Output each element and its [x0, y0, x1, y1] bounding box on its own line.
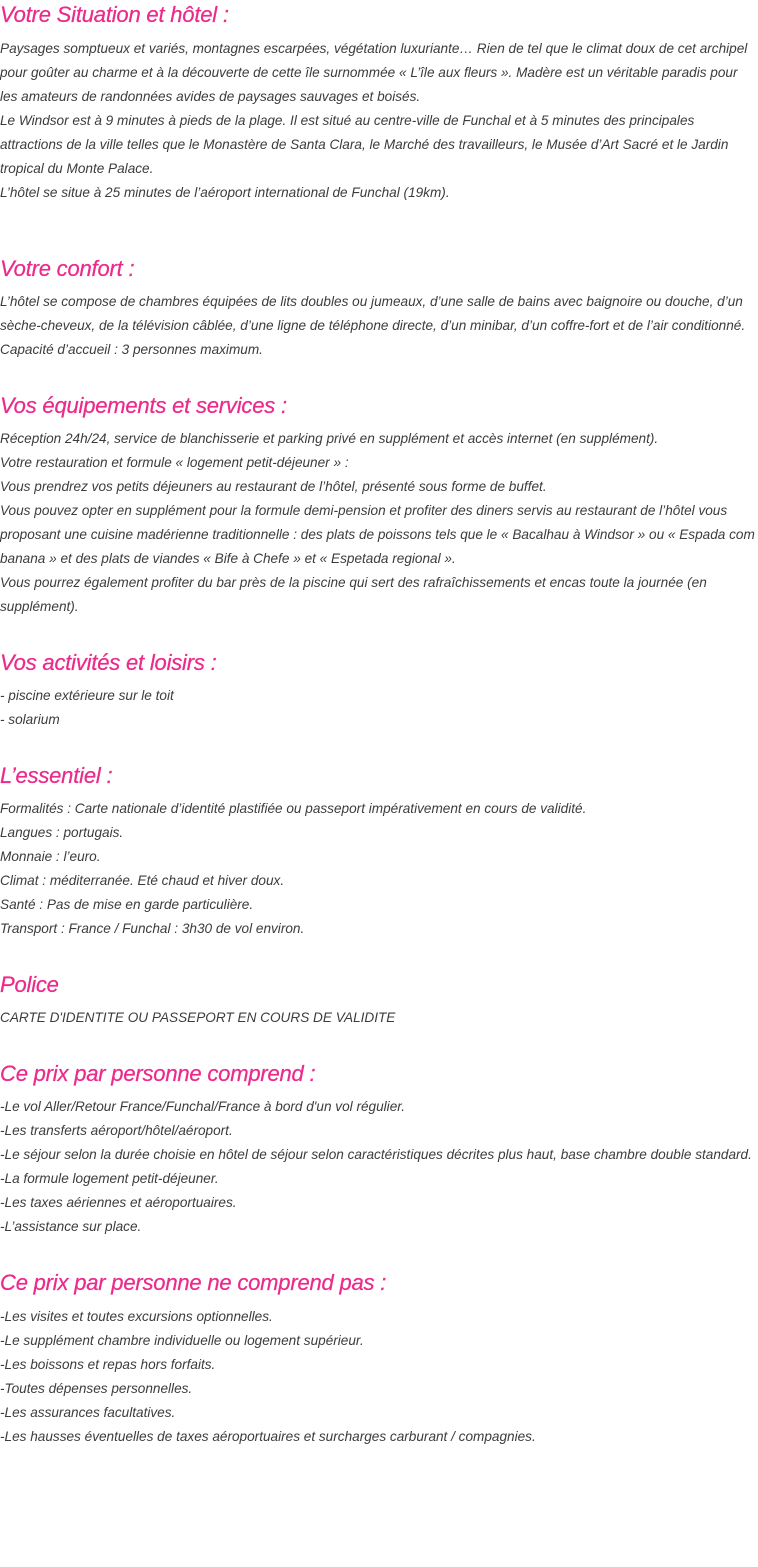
list-item: - piscine extérieure sur le toit: [0, 688, 174, 703]
paragraph-half-board: Vous pouvez opter en supplément pour la formule demi-pension et profiter des diners servis au restaurant de l’hôtel vous proposant une cuisine madérienne traditionnelle : des plats de poissons tels que le « Bacalhau à Windsor » ou « Espada com banana » et des plats de viandes « Bife à Chefe » et « Espetada regional ».: [0, 503, 755, 566]
section-equipements-services: [0, 391, 758, 619]
info-climat: Climat : méditerranée. Eté chaud et hiver doux.: [0, 873, 285, 888]
section-title-police: Police: [0, 972, 59, 997]
section-title-equipements: Vos équipements et services :: [0, 393, 287, 418]
paragraph-reception: Réception 24h/24, service de blanchisserie et parking privé en supplément et accès internet (en supplément).: [0, 431, 659, 446]
section-title-essentiel: L’essentiel :: [0, 763, 113, 788]
info-formalites: Formalités : Carte nationale d’identité plastifiée ou passeport impérativement en cours de validité.: [0, 801, 587, 816]
section-title-ne-comprend-pas: Ce prix par personne ne comprend pas :: [0, 1270, 387, 1295]
list-item: - solarium: [0, 712, 60, 727]
section-police: [0, 970, 758, 1030]
paragraph-restauration-heading: Votre restauration et formule « logement petit-déjeuner » :: [0, 455, 349, 470]
section-body-ne-comprend-pas: [0, 1305, 758, 1449]
info-monnaie: Monnaie : l’euro.: [0, 849, 101, 864]
section-body-comprend: [0, 1095, 758, 1239]
info-police-documents: CARTE D'IDENTITE OU PASSEPORT EN COURS DE VALIDITE: [0, 1010, 396, 1025]
list-item: -La formule logement petit-déjeuner.: [0, 1171, 219, 1186]
list-item: -Les transferts aéroport/hôtel/aéroport.: [0, 1123, 233, 1138]
paragraph-breakfast: Vous prendrez vos petits déjeuners au restaurant de l’hôtel, présenté sous forme de buffet.: [0, 479, 547, 494]
list-item: -Les boissons et repas hors forfaits.: [0, 1357, 216, 1372]
section-title-activites: Vos activités et loisirs :: [0, 650, 217, 675]
section-confort: [0, 254, 758, 362]
list-item: -Les assurances facultatives.: [0, 1405, 176, 1420]
info-transport: Transport : France / Funchal : 3h30 de vol environ.: [0, 921, 305, 936]
paragraph-capacity: Capacité d’accueil : 3 personnes maximum.: [0, 342, 263, 357]
section-prix-comprend: [0, 1059, 758, 1239]
section-activites-loisirs: [0, 648, 758, 732]
section-situation-hotel: [0, 0, 758, 205]
info-sante: Santé : Pas de mise en garde particulière.: [0, 897, 254, 912]
list-item: -Le vol Aller/Retour France/Funchal/France à bord d'un vol régulier.: [0, 1099, 406, 1114]
section-body-police: [0, 1006, 758, 1030]
section-essentiel: [0, 761, 758, 941]
list-item: -Toutes dépenses personnelles.: [0, 1381, 193, 1396]
list-item: -L’assistance sur place.: [0, 1219, 142, 1234]
section-prix-ne-comprend-pas: [0, 1268, 758, 1449]
list-item: -Les visites et toutes excursions optionnelles.: [0, 1309, 273, 1324]
section-body-equipements: [0, 427, 758, 619]
paragraph-landscape: Paysages somptueux et variés, montagnes escarpées, végétation luxuriante… Rien de tel que le climat doux de cet archipel pour goûter au charme et à la découverte de cette île surnommée « L’île aux fleurs ». Madère est un véritable paradis pour les amateurs de randonnées avides de paysages sauvages et boisés.: [0, 41, 748, 104]
section-body-essentiel: [0, 797, 758, 941]
list-item: -Le séjour selon la durée choisie en hôtel de séjour selon caractéristiques décrites plus haut, base chambre double standard.: [0, 1147, 752, 1162]
section-body-confort: [0, 290, 758, 362]
paragraph-location: Le Windsor est à 9 minutes à pieds de la plage. Il est situé au centre-ville de Funchal et à 5 minutes des principales attractions de la ville telles que le Monastère de Santa Clara, le Marché des travailleurs, le Musée d’Art Sacré et le Jardin tropical du Monte Palace.: [0, 113, 729, 176]
list-item: -Les taxes aériennes et aéroportuaires.: [0, 1195, 237, 1210]
section-title-situation: Votre Situation et hôtel :: [0, 2, 229, 27]
section-title-confort: Votre confort :: [0, 256, 135, 281]
paragraph-airport-distance: L’hôtel se situe à 25 minutes de l’aéroport international de Funchal (19km).: [0, 185, 450, 200]
paragraph-room-equipment: L’hôtel se compose de chambres équipées de lits doubles ou jumeaux, d’une salle de bains avec baignoire ou douche, d’un sèche-cheveux, de la télévision câblée, d’une ligne de téléphone directe, d’un minibar, d’un coffre-fort et de l’air conditionné.: [0, 294, 746, 333]
paragraph-pool-bar: Vous pourrez également profiter du bar près de la piscine qui sert des rafraîchissements et encas toute la journée (en supplément).: [0, 575, 707, 614]
list-item: -Les hausses éventuelles de taxes aéroportuaires et surcharges carburant / compagnies.: [0, 1429, 536, 1444]
section-body-situation: [0, 37, 758, 205]
section-title-comprend: Ce prix par personne comprend :: [0, 1061, 316, 1086]
info-langues: Langues : portugais.: [0, 825, 124, 840]
section-body-activites: [0, 684, 758, 732]
list-item: -Le supplément chambre individuelle ou logement supérieur.: [0, 1333, 364, 1348]
